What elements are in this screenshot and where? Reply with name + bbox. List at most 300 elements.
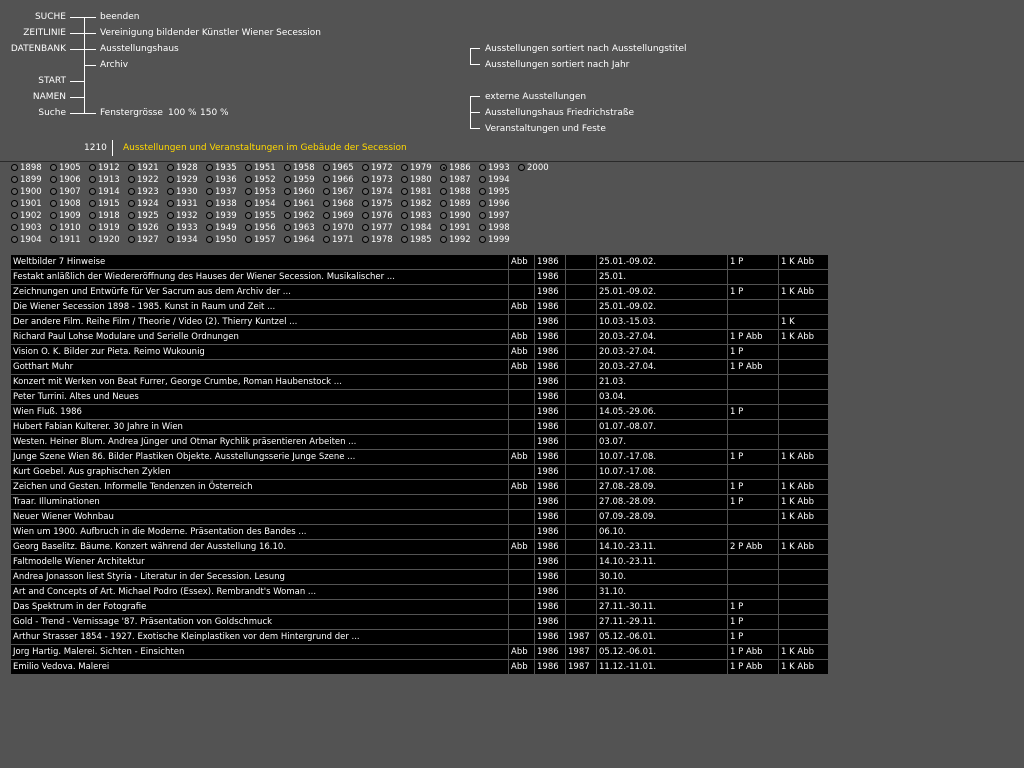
date-range: 06.10. (597, 525, 728, 540)
year-option[interactable] (284, 199, 315, 209)
year-label: 1954 (254, 199, 276, 209)
start-year: 1986 (535, 405, 566, 420)
year-option[interactable] (401, 175, 432, 185)
radio-icon (245, 188, 252, 195)
table-row[interactable] (11, 300, 829, 315)
poster-info (728, 585, 779, 600)
year-option[interactable] (323, 199, 354, 209)
year-option[interactable] (167, 235, 198, 245)
catalog-info (779, 600, 829, 615)
year-option[interactable] (11, 187, 42, 197)
catalog-info (779, 300, 829, 315)
catalog-info (779, 345, 829, 360)
poster-info: 1 P Abb (728, 360, 779, 375)
year-option[interactable] (89, 175, 120, 185)
year-option[interactable] (50, 187, 81, 197)
start-year: 1986 (535, 570, 566, 585)
year-label: 1908 (59, 199, 81, 209)
start-year: 1986 (535, 630, 566, 645)
date-range: 14.10.-23.11. (597, 555, 728, 570)
radio-icon (284, 176, 291, 183)
year-option[interactable] (284, 223, 315, 233)
exhibition-title: Gold - Trend - Vernissage '87. Präsentation von Goldschmuck (11, 615, 509, 630)
radio-icon (323, 236, 330, 243)
year-option[interactable] (206, 163, 237, 173)
sort-by-title-link[interactable]: Ausstellungen sortiert nach Ausstellungstitel (485, 44, 687, 54)
poster-info: 1 P (728, 345, 779, 360)
catalog-info: 1 K Abb (779, 330, 829, 345)
table-row[interactable] (11, 270, 829, 285)
year-label: 1962 (293, 211, 315, 221)
year-option[interactable] (89, 235, 120, 245)
externe-ausstellungen-link[interactable]: externe Ausstellungen (485, 92, 587, 102)
year-option[interactable] (128, 235, 159, 245)
table-row[interactable] (11, 390, 829, 405)
poster-info: 2 P Abb (728, 540, 779, 555)
exhibition-title: Jorg Hartig. Malerei. Sichten - Einsichten (11, 645, 509, 660)
image-flag: Abb (509, 645, 535, 660)
radio-icon (50, 224, 57, 231)
radio-icon (479, 188, 486, 195)
radio-icon (362, 224, 369, 231)
radio-icon (284, 212, 291, 219)
start-year: 1986 (535, 330, 566, 345)
end-year (566, 300, 597, 315)
year-option[interactable] (89, 187, 120, 197)
radio-icon (245, 212, 252, 219)
year-option[interactable] (167, 175, 198, 185)
radio-icon (362, 236, 369, 243)
year-option[interactable] (167, 199, 198, 209)
year-label: 1923 (137, 187, 159, 197)
exhibition-title: Andrea Jonasson liest Styria - Literatur in der Secession. Lesung (11, 570, 509, 585)
year-option[interactable] (206, 199, 237, 209)
connector (470, 64, 480, 65)
image-flag: Abb (509, 300, 535, 315)
radio-icon (11, 224, 18, 231)
radio-icon (362, 200, 369, 207)
poster-info: 1 P (728, 630, 779, 645)
year-option[interactable] (167, 223, 198, 233)
year-option[interactable] (479, 187, 510, 197)
catalog-info (779, 465, 829, 480)
radio-icon (362, 176, 369, 183)
nav-namen[interactable]: NAMEN (32, 92, 66, 102)
year-option[interactable] (50, 175, 81, 185)
year-label: 1957 (254, 235, 276, 245)
year-label: 1982 (410, 199, 432, 209)
year-label: 1953 (254, 187, 276, 197)
year-option[interactable] (11, 175, 42, 185)
year-option[interactable] (440, 187, 471, 197)
year-option[interactable] (206, 223, 237, 233)
year-option[interactable] (440, 163, 471, 173)
connector (70, 17, 84, 18)
year-option[interactable] (206, 187, 237, 197)
exhibition-title: Junge Szene Wien 86. Bilder Plastiken Objekte. Ausstellungsserie Junge Szene ... (11, 450, 509, 465)
table-row[interactable] (11, 525, 829, 540)
end-year (566, 465, 597, 480)
start-year: 1986 (535, 255, 566, 270)
date-range: 11.12.-11.01. (597, 660, 728, 675)
end-year (566, 615, 597, 630)
poster-info (728, 510, 779, 525)
poster-info: 1 P (728, 495, 779, 510)
year-option[interactable] (479, 235, 510, 245)
date-range: 21.03. (597, 375, 728, 390)
table-row[interactable] (11, 630, 829, 645)
table-row[interactable] (11, 615, 829, 630)
year-option[interactable] (245, 223, 276, 233)
end-year (566, 495, 597, 510)
year-label: 1901 (20, 199, 42, 209)
connector (70, 33, 84, 34)
radio-icon (284, 224, 291, 231)
exhibition-title: Traar. Illuminationen (11, 495, 509, 510)
date-range: 27.11.-30.11. (597, 600, 728, 615)
year-option[interactable] (11, 223, 42, 233)
table-row[interactable] (11, 465, 829, 480)
year-label: 1899 (20, 175, 42, 185)
table-row[interactable] (11, 345, 829, 360)
table-row[interactable] (11, 405, 829, 420)
radio-icon (50, 212, 57, 219)
date-range: 25.01.-09.02. (597, 285, 728, 300)
year-label: 1927 (137, 235, 159, 245)
year-option[interactable] (401, 223, 432, 233)
year-option[interactable] (479, 175, 510, 185)
radio-icon (206, 224, 213, 231)
exhibition-title: Konzert mit Werken von Beat Furrer, George Crumbe, Roman Haubenstock ... (11, 375, 509, 390)
year-option[interactable] (128, 163, 159, 173)
year-option[interactable] (284, 235, 315, 245)
year-label: 1920 (98, 235, 120, 245)
catalog-info (779, 615, 829, 630)
year-option[interactable] (479, 211, 510, 221)
connector (470, 128, 480, 129)
year-option[interactable] (362, 163, 393, 173)
image-flag (509, 615, 535, 630)
table-row[interactable] (11, 450, 829, 465)
year-label: 1991 (449, 223, 471, 233)
exhibition-title: Westen. Heiner Blum. Andrea Jünger und Otmar Rychlik präsentieren Arbeiten ... (11, 435, 509, 450)
radio-icon (440, 236, 447, 243)
table-row[interactable] (11, 435, 829, 450)
year-label: 1963 (293, 223, 315, 233)
year-option[interactable] (284, 187, 315, 197)
year-option[interactable] (11, 211, 42, 221)
table-row[interactable] (11, 495, 829, 510)
year-option[interactable] (479, 163, 510, 173)
table-row[interactable] (11, 480, 829, 495)
image-flag: Abb (509, 345, 535, 360)
year-option[interactable] (50, 163, 81, 173)
year-option[interactable] (362, 187, 393, 197)
catalog-info: 1 K Abb (779, 510, 829, 525)
year-option[interactable] (245, 175, 276, 185)
year-option[interactable] (89, 223, 120, 233)
year-option[interactable] (89, 199, 120, 209)
year-option[interactable] (245, 187, 276, 197)
year-label: 1924 (137, 199, 159, 209)
table-row[interactable] (11, 510, 829, 525)
ausstellungshaus-friedrichstrasse-link[interactable]: Ausstellungshaus Friedrichstraße (485, 108, 635, 118)
radio-icon (89, 164, 96, 171)
year-option[interactable] (50, 235, 81, 245)
exhibition-title: Arthur Strasser 1854 - 1927. Exotische Kleinplastiken vor dem Hintergrund der ... (11, 630, 509, 645)
year-option[interactable] (128, 211, 159, 221)
year-option[interactable] (323, 175, 354, 185)
menu-vereinigung[interactable]: Vereinigung bildender Künstler Wiener Secession (100, 28, 321, 38)
year-option[interactable] (11, 163, 42, 173)
year-label: 1912 (98, 163, 120, 173)
zoom-150-button[interactable]: 150 % (200, 108, 229, 118)
table-row[interactable] (11, 645, 829, 660)
year-option[interactable] (206, 235, 237, 245)
connector (84, 33, 96, 34)
year-option[interactable] (284, 175, 315, 185)
exhibition-title: Art and Concepts of Art. Michael Podro (Essex). Rembrandt's Woman ... (11, 585, 509, 600)
start-year: 1986 (535, 270, 566, 285)
exhibition-title: Peter Turrini. Altes und Neues (11, 390, 509, 405)
year-label: 1914 (98, 187, 120, 197)
table-row[interactable] (11, 255, 829, 270)
year-option[interactable] (323, 163, 354, 173)
nav-suche[interactable]: SUCHE (34, 12, 66, 22)
poster-info (728, 300, 779, 315)
catalog-info (779, 405, 829, 420)
table-row[interactable] (11, 540, 829, 555)
catalog-info (779, 420, 829, 435)
year-option[interactable] (206, 211, 237, 221)
date-range: 03.07. (597, 435, 728, 450)
year-option[interactable] (362, 223, 393, 233)
image-flag (509, 495, 535, 510)
year-label: 1971 (332, 235, 354, 245)
start-year: 1986 (535, 600, 566, 615)
veranstaltungen-feste-link[interactable]: Veranstaltungen und Feste (485, 124, 606, 134)
poster-info: 1 P (728, 480, 779, 495)
year-option[interactable] (167, 211, 198, 221)
table-row[interactable] (11, 285, 829, 300)
year-label: 1913 (98, 175, 120, 185)
year-option[interactable] (323, 223, 354, 233)
radio-icon (89, 212, 96, 219)
nav-suche-small[interactable]: Suche (38, 108, 66, 118)
year-option[interactable] (440, 211, 471, 221)
menu-archiv[interactable]: Archiv (100, 60, 129, 70)
radio-icon (50, 236, 57, 243)
radio-icon (11, 236, 18, 243)
radio-icon (440, 188, 447, 195)
year-option[interactable] (362, 199, 393, 209)
year-option[interactable] (89, 211, 120, 221)
year-option[interactable] (401, 187, 432, 197)
year-option[interactable] (50, 211, 81, 221)
table-row[interactable] (11, 555, 829, 570)
year-option[interactable] (479, 199, 510, 209)
year-option[interactable] (401, 199, 432, 209)
year-label: 1935 (215, 163, 237, 173)
radio-icon (323, 176, 330, 183)
table-row[interactable] (11, 660, 829, 675)
year-option[interactable] (479, 223, 510, 233)
year-option[interactable] (323, 235, 354, 245)
header-divider (0, 161, 1024, 162)
date-range: 30.10. (597, 570, 728, 585)
radio-icon (440, 176, 447, 183)
year-option[interactable] (245, 163, 276, 173)
exhibition-title: Wien um 1900. Aufbruch in die Moderne. Präsentation des Bandes ... (11, 525, 509, 540)
year-option[interactable] (128, 187, 159, 197)
exhibition-title: Gotthart Muhr (11, 360, 509, 375)
year-label: 1904 (20, 235, 42, 245)
radio-icon (245, 176, 252, 183)
end-year: 1987 (566, 645, 597, 660)
year-option[interactable] (11, 235, 42, 245)
divider (112, 140, 113, 156)
poster-info: 1 P (728, 285, 779, 300)
year-option[interactable] (167, 163, 198, 173)
nav-zeitlinie[interactable]: ZEITLINIE (23, 28, 66, 38)
year-option[interactable] (362, 211, 393, 221)
year-label: 1992 (449, 235, 471, 245)
table-row[interactable] (11, 360, 829, 375)
year-option[interactable] (401, 211, 432, 221)
year-label: 1961 (293, 199, 315, 209)
year-option[interactable] (245, 211, 276, 221)
table-row[interactable] (11, 330, 829, 345)
year-option[interactable] (284, 211, 315, 221)
image-flag (509, 570, 535, 585)
year-label: 1958 (293, 163, 315, 173)
year-label: 1989 (449, 199, 471, 209)
year-option[interactable] (518, 163, 549, 173)
start-year: 1986 (535, 390, 566, 405)
radio-icon (401, 200, 408, 207)
year-option[interactable] (128, 223, 159, 233)
table-row[interactable] (11, 585, 829, 600)
poster-info (728, 555, 779, 570)
image-flag (509, 315, 535, 330)
catalog-info: 1 K (779, 315, 829, 330)
start-year: 1986 (535, 420, 566, 435)
year-option[interactable] (50, 223, 81, 233)
start-year: 1986 (535, 285, 566, 300)
year-option[interactable] (440, 223, 471, 233)
start-year: 1986 (535, 300, 566, 315)
end-year (566, 330, 597, 345)
year-option[interactable] (89, 163, 120, 173)
year-option[interactable] (206, 175, 237, 185)
connector (70, 97, 84, 98)
end-year (566, 270, 597, 285)
year-option[interactable] (440, 175, 471, 185)
start-year: 1986 (535, 660, 566, 675)
radio-icon (479, 200, 486, 207)
table-row[interactable] (11, 315, 829, 330)
menu-beenden[interactable]: beenden (100, 12, 140, 22)
year-option[interactable] (245, 199, 276, 209)
poster-info (728, 315, 779, 330)
page-title: Ausstellungen und Veranstaltungen im Gebäude der Secession (123, 143, 407, 153)
radio-icon (401, 236, 408, 243)
image-flag (509, 270, 535, 285)
year-option[interactable] (245, 235, 276, 245)
year-option[interactable] (362, 235, 393, 245)
radio-icon (128, 236, 135, 243)
year-label: 1987 (449, 175, 471, 185)
year-option[interactable] (50, 199, 81, 209)
year-label: 1929 (176, 175, 198, 185)
radio-icon (11, 200, 18, 207)
connector-vertical (470, 48, 471, 65)
table-row[interactable] (11, 420, 829, 435)
end-year (566, 405, 597, 420)
table-row[interactable] (11, 375, 829, 390)
year-option[interactable] (284, 163, 315, 173)
year-label: 1974 (371, 187, 393, 197)
sort-by-year-link[interactable]: Ausstellungen sortiert nach Jahr (485, 60, 630, 70)
catalog-info (779, 270, 829, 285)
year-label: 1919 (98, 223, 120, 233)
year-label: 1997 (488, 211, 510, 221)
year-option[interactable] (362, 175, 393, 185)
year-label: 1925 (137, 211, 159, 221)
exhibition-title: Weltbilder 7 Hinweise (11, 255, 509, 270)
radio-icon (245, 164, 252, 171)
radio-icon (89, 188, 96, 195)
year-option[interactable] (167, 187, 198, 197)
year-option[interactable] (401, 163, 432, 173)
year-label: 1952 (254, 175, 276, 185)
nav-start[interactable]: START (38, 76, 66, 86)
year-option[interactable] (440, 199, 471, 209)
radio-icon (440, 212, 447, 219)
radio-icon (479, 212, 486, 219)
table-row[interactable] (11, 600, 829, 615)
radio-icon (245, 200, 252, 207)
year-option[interactable] (128, 175, 159, 185)
connector (470, 112, 480, 113)
year-option[interactable] (323, 187, 354, 197)
year-label: 1986 (449, 163, 471, 173)
year-label: 1988 (449, 187, 471, 197)
end-year: 1987 (566, 660, 597, 675)
zoom-100-button[interactable]: 100 % (168, 108, 197, 118)
year-label: 1936 (215, 175, 237, 185)
poster-info: 1 P (728, 255, 779, 270)
year-label: 1994 (488, 175, 510, 185)
year-option[interactable] (323, 211, 354, 221)
year-option[interactable] (440, 235, 471, 245)
year-label: 1968 (332, 199, 354, 209)
year-option[interactable] (11, 199, 42, 209)
table-row[interactable] (11, 570, 829, 585)
exhibition-title: Die Wiener Secession 1898 - 1985. Kunst in Raum und Zeit ... (11, 300, 509, 315)
year-option[interactable] (128, 199, 159, 209)
year-label: 1976 (371, 211, 393, 221)
year-option[interactable] (401, 235, 432, 245)
fenstergroesse-label: Fenstergrösse (100, 108, 163, 118)
nav-datenbank[interactable]: DATENBANK (10, 44, 66, 54)
exhibition-title: Richard Paul Lohse Modulare und Serielle Ordnungen (11, 330, 509, 345)
end-year: 1987 (566, 630, 597, 645)
date-range: 20.03.-27.04. (597, 330, 728, 345)
menu-ausstellungshaus[interactable]: Ausstellungshaus (100, 44, 179, 54)
start-year: 1986 (535, 345, 566, 360)
radio-icon (518, 164, 525, 171)
